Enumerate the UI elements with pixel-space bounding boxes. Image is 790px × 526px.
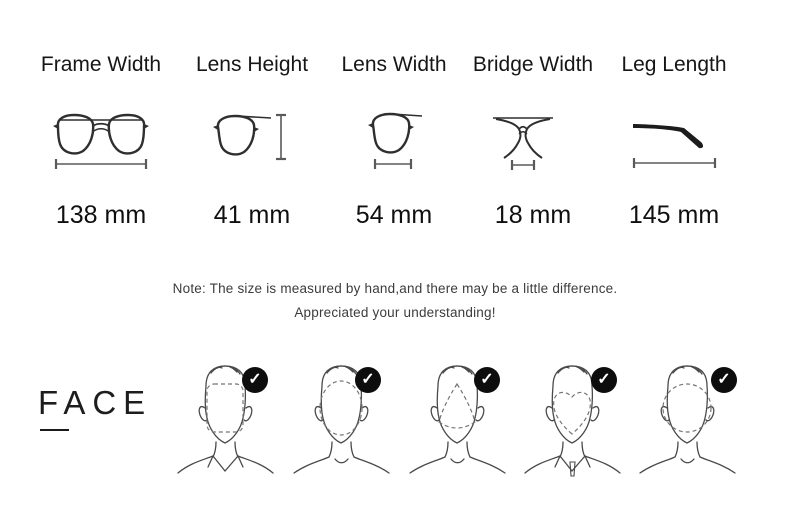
measurement-label: Bridge Width xyxy=(472,53,594,76)
check-icon: ✓ xyxy=(242,367,268,393)
measurement-label: Frame Width xyxy=(40,53,162,76)
check-icon: ✓ xyxy=(711,367,737,393)
lens-height-icon xyxy=(177,78,327,200)
face-title-underline xyxy=(40,429,69,431)
face-section-title: FACE xyxy=(38,384,153,421)
measurement-value: 138 mm xyxy=(55,201,147,229)
measurement-label: Lens Height xyxy=(195,53,309,76)
measurement-label: Lens Width xyxy=(341,53,447,76)
frame-width-icon xyxy=(26,78,176,200)
measurement-value: 18 mm xyxy=(494,201,572,229)
check-icon: ✓ xyxy=(355,367,381,393)
check-icon: ✓ xyxy=(474,367,500,393)
measurement-value: 41 mm xyxy=(213,201,291,229)
note-text xyxy=(0,280,790,321)
note-line-2: Appreciated your understanding! xyxy=(294,305,496,320)
measurement-value: 54 mm xyxy=(355,201,433,229)
measurement-bridge-width xyxy=(458,52,608,230)
measurement-lens-height xyxy=(177,52,327,230)
measurement-frame-width xyxy=(26,52,176,230)
lens-width-icon xyxy=(319,78,469,200)
bridge-width-icon xyxy=(458,78,608,200)
leg-length-icon xyxy=(599,78,749,200)
measurement-value: 145 mm xyxy=(628,201,720,229)
measurement-label: Leg Length xyxy=(621,53,727,76)
measurement-lens-width xyxy=(319,52,469,230)
measurement-leg-length xyxy=(599,52,749,230)
note-line-1: Note: The size is measured by hand,and there may be a little difference. xyxy=(172,281,618,296)
check-icon: ✓ xyxy=(591,367,617,393)
